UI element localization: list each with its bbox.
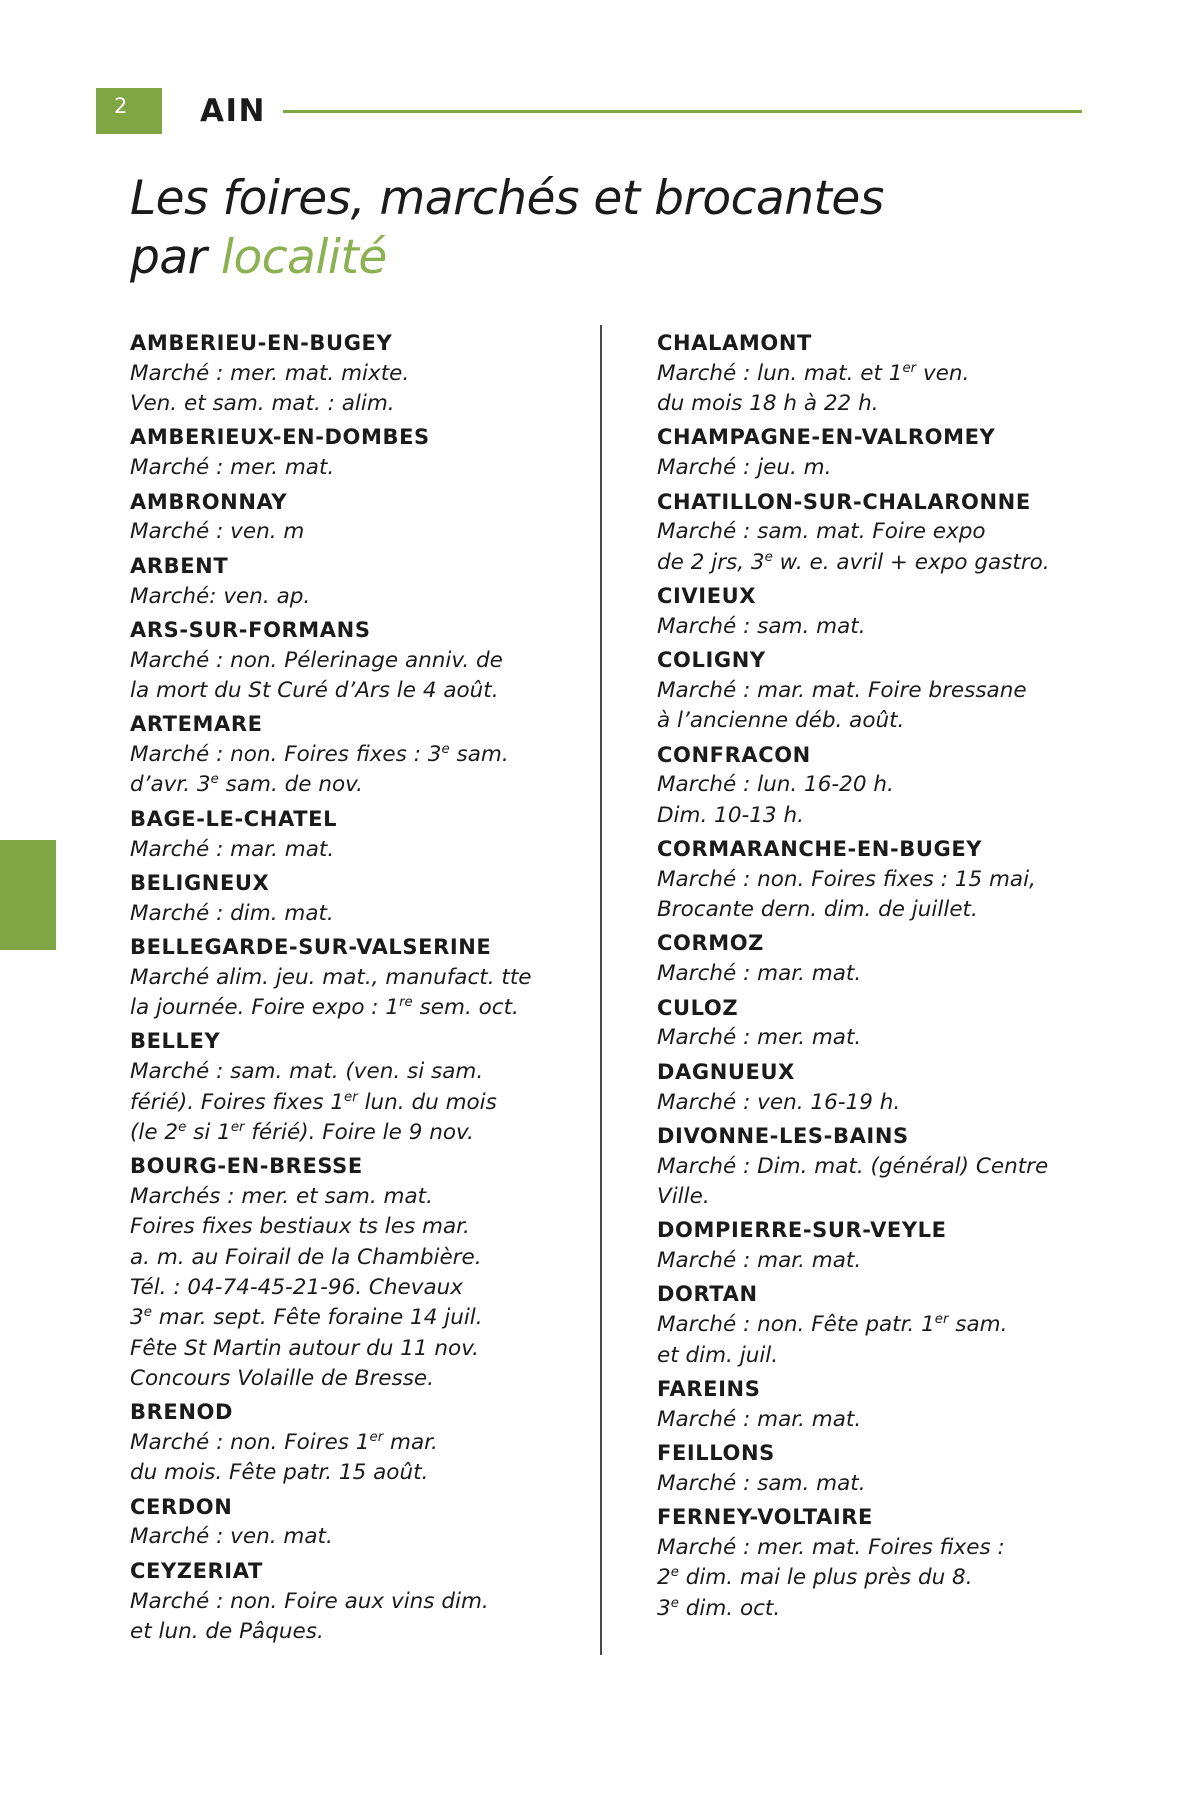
locality-name: FEILLONS xyxy=(657,1440,775,1465)
page-number-badge: 2 xyxy=(96,88,162,134)
locality-details: Marché : mar. mat. xyxy=(130,836,335,862)
locality-name: BOURG-EN-BRESSE xyxy=(130,1154,363,1179)
locality-entry xyxy=(657,1216,1070,1276)
locality-name: FAREINS xyxy=(657,1376,761,1401)
locality-details: Marché : mer. mat. mixte. Ven. et sam. mat. : alim. xyxy=(130,360,410,417)
locality-entry xyxy=(130,1398,600,1488)
locality-details: Marché : ven. m xyxy=(130,519,305,545)
locality-name: ARTEMARE xyxy=(130,712,263,737)
locality-name: CULOZ xyxy=(657,995,739,1020)
locality-details: Marchés : mer. et sam. mat. Foires fixes bestiaux ts les mar. a. m. au Foirail de la Chambière. Tél. : 04-74-45-21-96. Chevaux 3e mar. sept. Fête foraine 14 juil. Fête St Martin autour du 11 nov. Concours Volaille de Bresse. xyxy=(130,1183,483,1391)
locality-details: Marché : mar. mat. xyxy=(657,961,862,987)
locality-details: Marché : non. Pélerinage anniv. de la mort du St Curé d’Ars le 4 août. xyxy=(130,647,503,703)
locality-entry xyxy=(657,1503,1070,1624)
locality-entry xyxy=(130,329,600,419)
locality-name: CORMOZ xyxy=(657,931,765,956)
locality-entry xyxy=(130,805,600,865)
listing-columns xyxy=(130,325,1070,1655)
locality-entry xyxy=(657,423,1070,483)
locality-entry xyxy=(657,582,1070,642)
locality-name: CIVIEUX xyxy=(657,584,757,608)
locality-name: AMBRONNAY xyxy=(130,489,288,514)
locality-name: AMBERIEUX-EN-DOMBES xyxy=(130,425,430,450)
locality-name: COLIGNY xyxy=(657,648,766,673)
locality-name: DAGNUEUX xyxy=(657,1059,795,1084)
locality-details: Marché alim. jeu. mat., manufact. tte la journée. Foire expo : 1re sem. oct. xyxy=(130,964,532,1021)
locality-entry xyxy=(130,1557,600,1647)
locality-entry xyxy=(657,929,1070,989)
locality-name: ARS-SUR-FORMANS xyxy=(130,617,371,642)
locality-name: CORMARANCHE-EN-BUGEY xyxy=(657,837,983,861)
locality-name: CONFRACON xyxy=(657,742,811,767)
page-title xyxy=(130,170,1030,288)
locality-details: Marché : sam. mat. xyxy=(657,613,866,639)
locality-name: BELLEY xyxy=(130,1029,221,1054)
locality-details: Marché : non. Foires 1er mar. du mois. Fête patr. 15 août. xyxy=(130,1429,438,1486)
locality-details: Marché: ven. ap. xyxy=(130,583,311,609)
locality-details: Marché : lun. mat. et 1er ven. du mois 18 h à 22 h. xyxy=(657,360,970,417)
locality-details: Marché : non. Foires fixes : 3e sam. d’avr. 3e sam. de nov. xyxy=(130,741,509,798)
locality-details: Marché : mer. mat. xyxy=(130,455,335,481)
locality-entry xyxy=(657,1058,1070,1118)
locality-name: BELLEGARDE-SUR-VALSERINE xyxy=(130,934,492,959)
locality-entry xyxy=(130,423,600,483)
locality-name: FERNEY-VOLTAIRE xyxy=(657,1505,874,1530)
locality-details: Marché : sam. mat. xyxy=(657,1470,866,1496)
locality-name: CERDON xyxy=(130,1494,233,1519)
locality-entry xyxy=(657,329,1070,419)
locality-name: DORTAN xyxy=(657,1282,758,1307)
locality-entry xyxy=(657,1375,1070,1435)
locality-name: CHAMPAGNE-EN-VALROMEY xyxy=(657,425,996,450)
locality-details: Marché : mar. mat. xyxy=(657,1406,862,1432)
locality-details: Marché : sam. mat. Foire expo de 2 jrs, 3e w. e. avril + expo gastro. xyxy=(657,519,1050,575)
locality-name: CEYZERIAT xyxy=(130,1558,263,1583)
locality-entry xyxy=(657,1280,1070,1370)
locality-name: AMBERIEU-EN-BUGEY xyxy=(130,331,393,355)
locality-details: Marché : lun. 16-20 h. Dim. 10-13 h. xyxy=(657,772,894,828)
locality-name: DOMPIERRE-SUR-VEYLE xyxy=(657,1218,947,1243)
department-title: AIN xyxy=(200,93,266,129)
locality-entry xyxy=(130,1027,600,1148)
locality-name: BRENOD xyxy=(130,1400,233,1425)
locality-entry xyxy=(130,933,600,1023)
locality-name: BELIGNEUX xyxy=(130,870,270,895)
locality-entry xyxy=(657,1439,1070,1499)
locality-details: Marché : ven. mat. xyxy=(130,1524,333,1550)
locality-details: Marché : dim. mat. xyxy=(130,900,334,926)
locality-name: BAGE-LE-CHATEL xyxy=(130,806,338,831)
locality-entry xyxy=(657,1122,1070,1212)
locality-entry xyxy=(130,1493,600,1553)
page-title-line2-accent: localité xyxy=(220,229,387,285)
locality-details: Marché : non. Foires fixes : 15 mai, Brocante dern. dim. de juillet. xyxy=(657,866,1036,923)
locality-entry xyxy=(657,994,1070,1054)
locality-details: Marché : non. Foire aux vins dim. et lun. de Pâques. xyxy=(130,1588,489,1644)
locality-name: ARBENT xyxy=(130,553,229,578)
page-header xyxy=(0,88,1200,136)
header-divider-line xyxy=(283,110,1082,113)
listing-column-left xyxy=(130,325,600,1655)
locality-details: Marché : mer. mat. Foires fixes : 2e dim. mai le plus près du 8. 3e dim. oct. xyxy=(657,1534,1005,1621)
locality-name: CHATILLON-SUR-CHALARONNE xyxy=(657,489,1031,514)
locality-entry xyxy=(657,646,1070,736)
locality-details: Marché : mar. mat. Foire bressane à l’ancienne déb. août. xyxy=(657,677,1027,734)
locality-entry xyxy=(130,552,600,612)
locality-entry xyxy=(657,488,1070,578)
locality-details: Marché : sam. mat. (ven. si sam. férié). Foires fixes 1er lun. du mois (le 2e si 1er férié). Foire le 9 nov. xyxy=(130,1059,497,1145)
locality-entry xyxy=(130,616,600,706)
locality-name: DIVONNE-LES-BAINS xyxy=(657,1123,909,1148)
locality-details: Marché : Dim. mat. (général) Centre Ville. xyxy=(657,1153,1049,1209)
page-title-line2-prefix: par xyxy=(130,229,221,285)
locality-entry xyxy=(130,1152,600,1394)
page-title-line1: Les foires, marchés et brocantes xyxy=(130,171,884,226)
locality-details: Marché : jeu. m. xyxy=(657,455,832,481)
listing-column-right xyxy=(600,325,1070,1655)
locality-details: Marché : non. Fête patr. 1er sam. et dim. juil. xyxy=(657,1312,1008,1368)
section-side-tab xyxy=(0,840,56,950)
locality-entry xyxy=(657,835,1070,925)
locality-entry xyxy=(130,488,600,548)
locality-name: CHALAMONT xyxy=(657,331,812,355)
locality-details: Marché : ven. 16-19 h. xyxy=(657,1089,901,1115)
locality-details: Marché : mer. mat. xyxy=(657,1025,862,1051)
locality-details: Marché : mar. mat. xyxy=(657,1248,862,1274)
locality-entry xyxy=(130,869,600,929)
locality-entry xyxy=(657,741,1070,831)
locality-entry xyxy=(130,710,600,800)
